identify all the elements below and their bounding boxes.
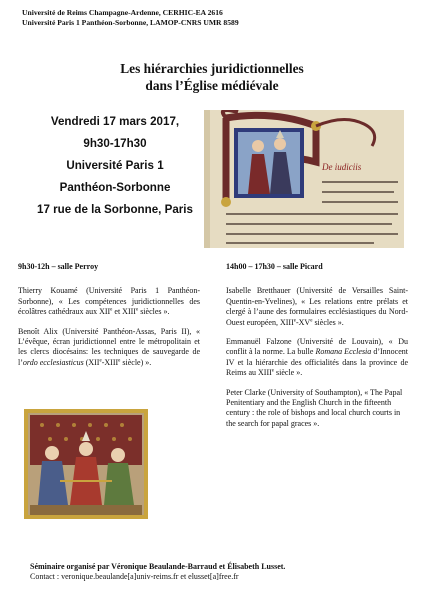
footer	[30, 562, 410, 582]
morning-heading: 9h30-12h – salle Perroy	[18, 262, 99, 271]
talk-alix: Benoît Alix (Université Panthéon-Assas, Paris II), « L’évêque, écran juridictionnel entre le métropolitain et les clercs diocésains: les techniques de sauvegarde de l’ordo ecclesiasticus (XIIe-XIIIe siècle) ».	[18, 326, 200, 367]
event-time: 9h30-17h30	[83, 137, 147, 150]
afternoon-session	[226, 262, 408, 438]
talk-falzone: Emmanuël Falzone (Université de Louvain), « Du conflit à la norme. La bulle Romana Ecclesia d’Innocent IV et la hiérarchie des officialités dans la province de Reims au XIIIe siècle ».	[226, 337, 408, 378]
talk-clarke: Peter Clarke (University of Southampton), « The Papal Penitentiary and the English Church in the fifteenth century : the role of bishops and local church courts in the search for papal graces ».	[226, 387, 403, 428]
talk-kouame: Thierry Kouamé (Université Paris 1 Panthéon-Sorbonne), « Les compétences juridictionnelles des écolâtres cathédraux aux XIIe et XIIIe siècles ».	[18, 286, 200, 317]
manuscript-rubric: De iudiciis	[322, 162, 362, 172]
event-address: 17 rue de la Sorbonne, Paris	[37, 203, 193, 216]
morning-session	[18, 262, 200, 377]
event-venue-2: Panthéon-Sorbonne	[59, 181, 171, 194]
event-info	[22, 111, 208, 221]
event-venue-1: Université Paris 1	[66, 159, 164, 172]
event-date: Vendredi 17 mars 2017,	[50, 115, 180, 128]
organizers: Séminaire organisé par Véronique Beaulande-Barraud et Élisabeth Lusset.	[30, 562, 286, 571]
manuscript-miniature-image	[24, 409, 148, 519]
poster-title	[22, 60, 402, 94]
manuscript-initial-image	[204, 110, 404, 248]
contact: Contact : veronique.beaulande[a]univ-reims.fr et elusset[a]free.fr	[30, 572, 239, 581]
institution-reims: Université de Reims Champagne-Ardenne, CERHIC-EA 2616	[22, 8, 223, 17]
title-line-2: dans l’Église médiévale	[145, 78, 279, 93]
talk-bretthauer: Isabelle Bretthauer (Université de Versailles Saint-Quentin-en-Yvelines), « Les relations entre prélats et clergé à l’aune des formulaires ecclésiastiques du Nord-Ouest européen, XIIIe-XVe siècles ».	[226, 286, 408, 327]
institution-paris: Université Paris 1 Panthéon-Sorbonne, LAMOP-CNRS UMR 8589	[22, 18, 239, 27]
title-line-1: Les hiérarchies juridictionnelles	[120, 61, 304, 76]
afternoon-heading: 14h00 – 17h30 – salle Picard	[226, 262, 323, 271]
